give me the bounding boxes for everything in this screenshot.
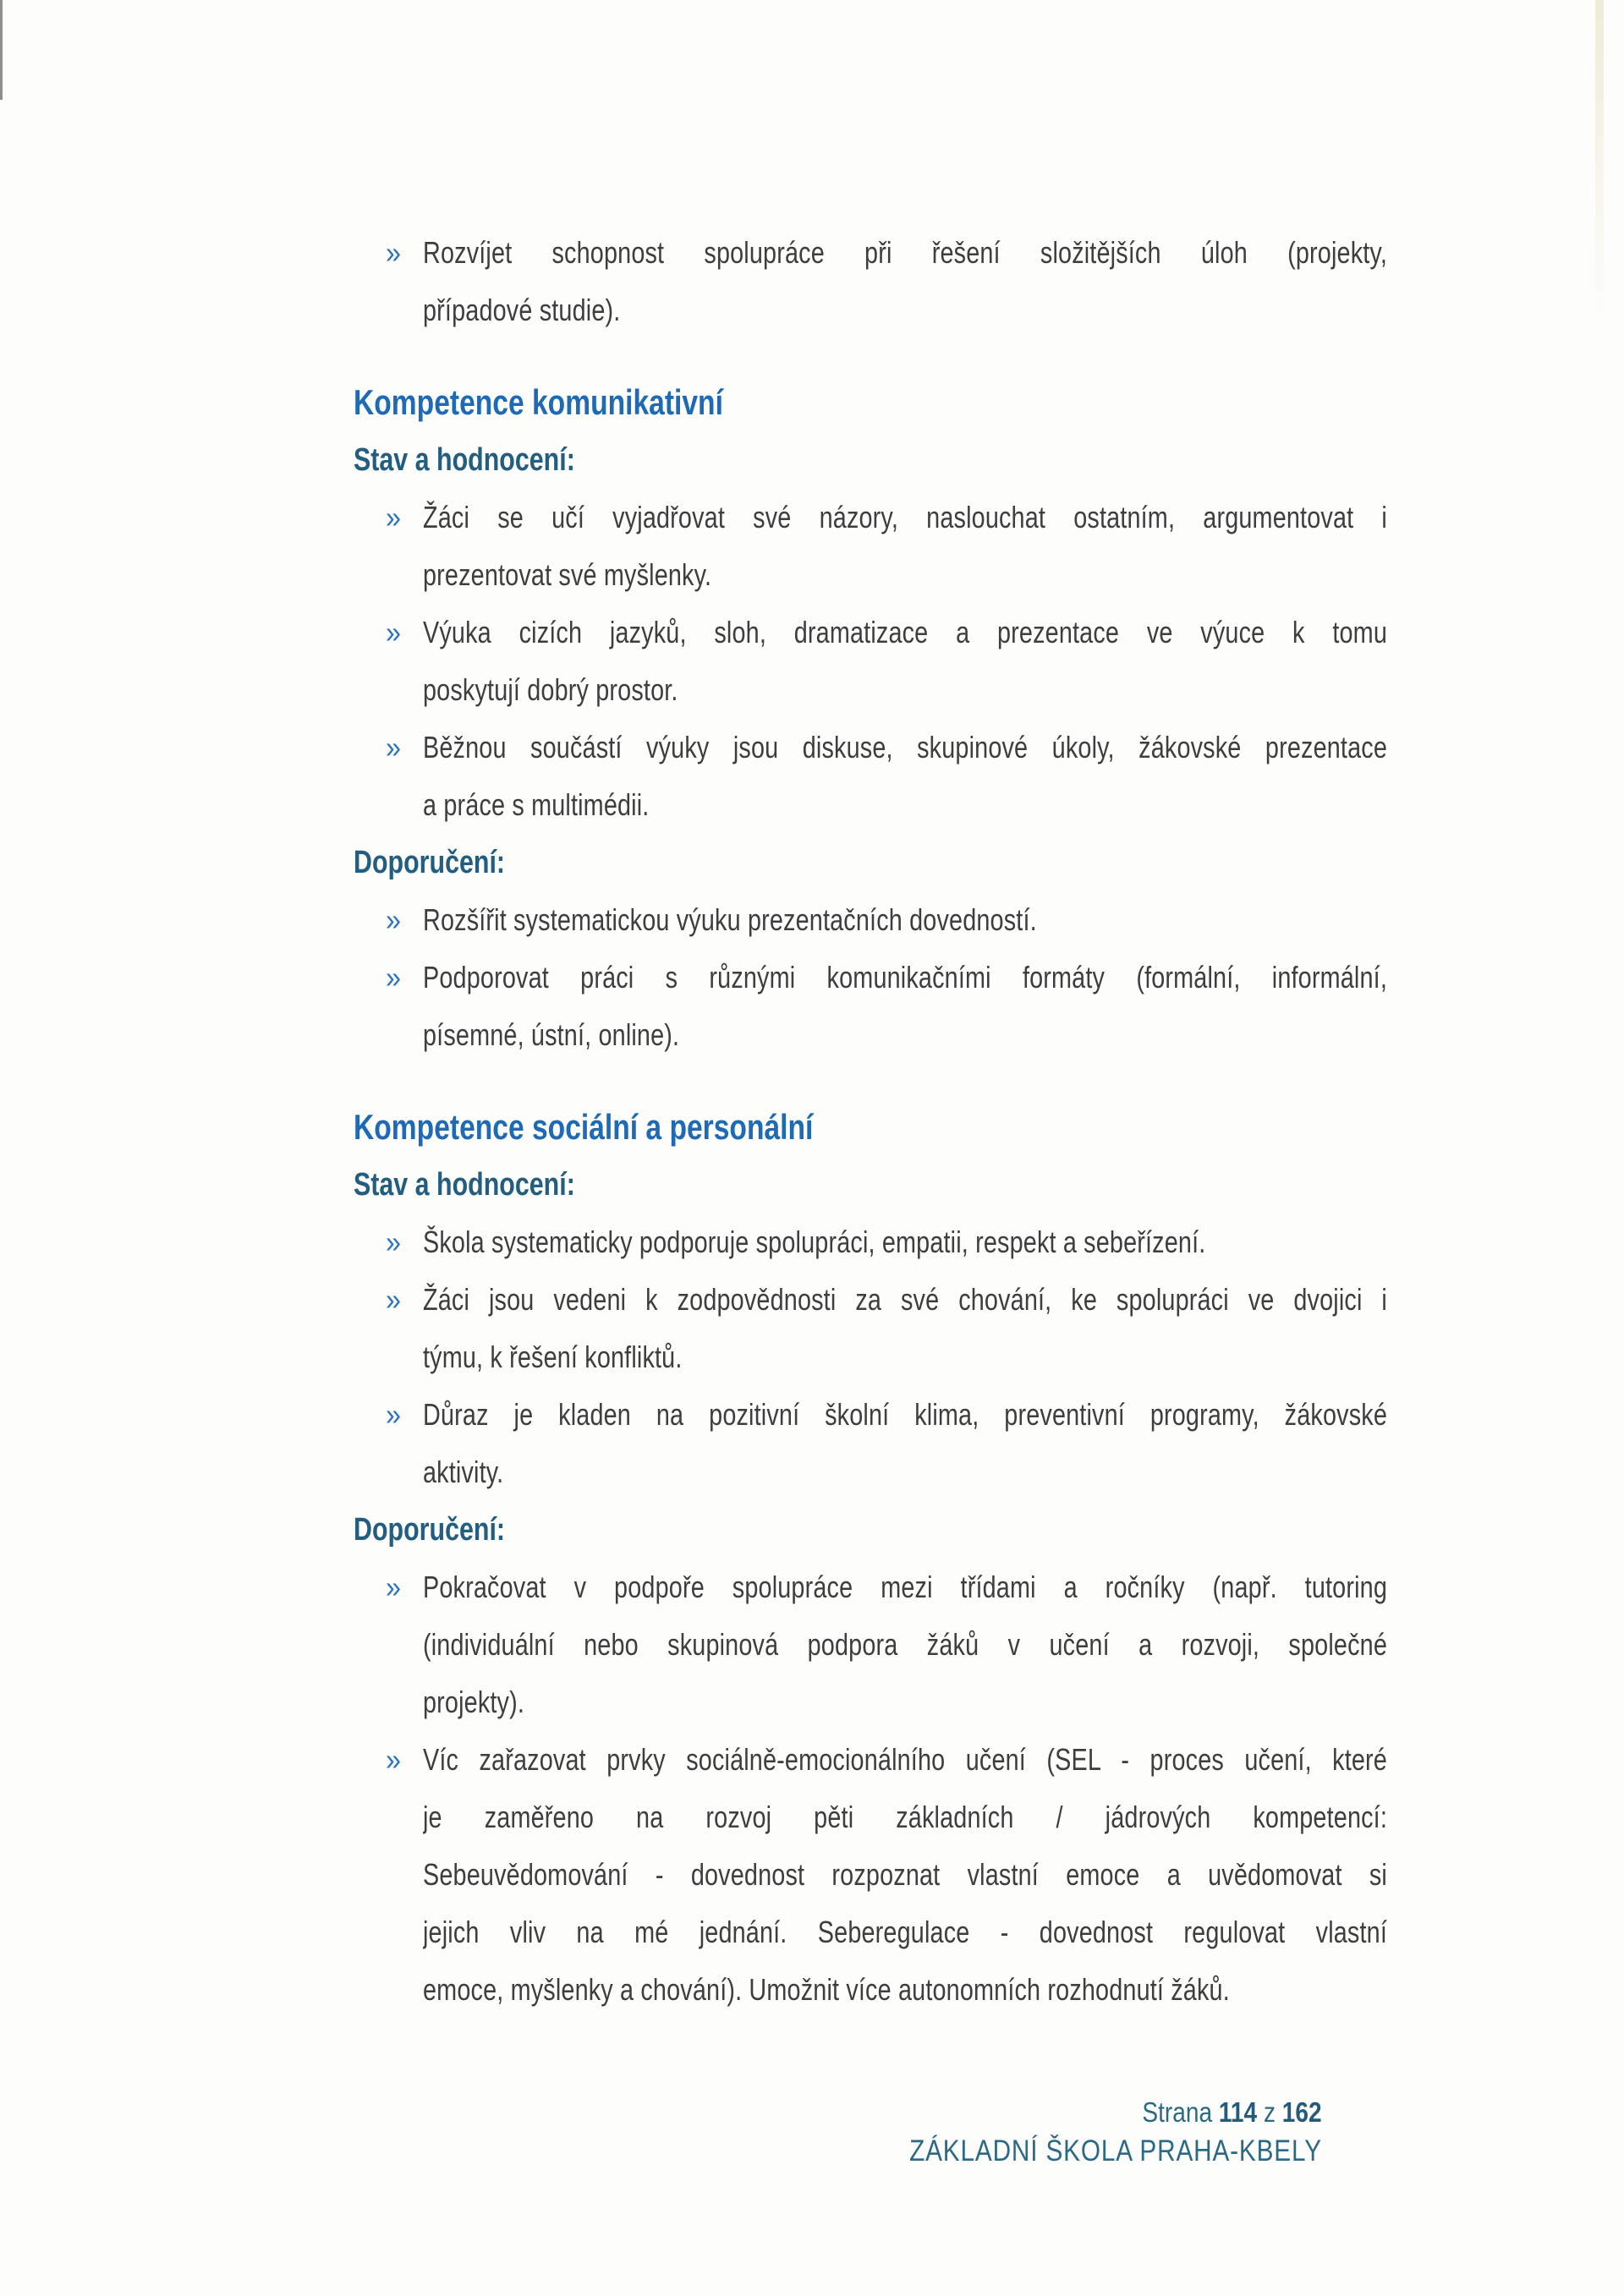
bullet-line: Žáci se učí vyjadřovat své názory, naslouchat ostatním, argumentovat i — [423, 500, 1387, 534]
bullet-line: aktivity. — [423, 1455, 504, 1489]
bullet-line: poskytují dobrý prostor. — [423, 672, 678, 707]
bullet-line: je zaměřeno na rozvoj pěti základních / jádrových kompetencí: — [423, 1800, 1387, 1834]
bullet-line: Běžnou součástí výuky jsou diskuse, skupinové úkoly, žákovské prezentace — [423, 730, 1387, 764]
document-content — [354, 224, 1588, 2019]
bullet-line: emoce, myšlenky a chování). Umožnit více autonomních rozhodnutí žáků. — [423, 1972, 1230, 2007]
bullet-line: Pokračovat v podpoře spolupráce mezi třídami a ročníky (např. tutoring — [423, 1570, 1387, 1604]
bullet-item — [354, 1559, 1588, 1731]
sub-heading: Stav a hodnocení: — [354, 1167, 575, 1203]
bullet-line: písemné, ústní, online). — [423, 1017, 680, 1052]
sub-heading: Doporučení: — [354, 1512, 506, 1548]
bullet-item — [354, 949, 1588, 1064]
school-name: ZÁKLADNÍ ŠKOLA PRAHA-KBELY — [909, 2134, 1322, 2167]
page-number: 114 — [1219, 2096, 1258, 2128]
bullet-line: případové studie). — [423, 293, 621, 327]
bullet-marker-icon: » — [386, 235, 402, 270]
bullet-item — [354, 1271, 1588, 1386]
section-heading: Kompetence komunikativní — [354, 382, 723, 422]
bullet-line: Sebeuvědomování - dovednost rozpoznat vlastní emoce a uvědomovat si — [423, 1857, 1387, 1892]
bullet-item — [354, 224, 1588, 339]
bullet-line: Rozšířit systematickou výuku prezentačních dovedností. — [423, 902, 1037, 937]
bullet-marker-icon: » — [386, 730, 402, 764]
bullet-item — [354, 1731, 1588, 2019]
bullet-marker-icon: » — [386, 1225, 402, 1259]
bullet-marker-icon: » — [386, 902, 402, 937]
page-number-line — [1143, 2096, 1322, 2129]
bullet-item — [354, 719, 1588, 834]
bullet-line: prezentovat své myšlenky. — [423, 557, 712, 592]
bullet-marker-icon: » — [386, 1742, 402, 1777]
bullet-line: týmu, k řešení konfliktů. — [423, 1340, 683, 1374]
bullet-line: Podporovat práci s různými komunikačními formáty (formální, informální, — [423, 960, 1387, 995]
bullet-line: Žáci jsou vedeni k zodpovědnosti za své chování, ke spolupráci ve dvojici i — [423, 1282, 1387, 1317]
sub-heading: Doporučení: — [354, 845, 506, 880]
bullet-marker-icon: » — [386, 615, 402, 649]
bullet-item — [354, 1214, 1588, 1271]
bullet-marker-icon: » — [386, 1282, 402, 1317]
bullet-marker-icon: » — [386, 960, 402, 995]
bullet-line: Výuka cizích jazyků, sloh, dramatizace a prezentace ve výuce k tomu — [423, 615, 1387, 649]
page-footer — [837, 2096, 1322, 2173]
bullet-line: jejich vliv na mé jednání. Seberegulace - dovednost regulovat vlastní — [423, 1915, 1387, 1949]
bullet-line: Rozvíjet schopnost spolupráce při řešení složitějších úloh (projekty, — [423, 235, 1387, 270]
bullet-item — [354, 604, 1588, 719]
bullet-line: a práce s multimédii. — [423, 787, 650, 822]
bullet-item — [354, 1386, 1588, 1501]
bullet-item — [354, 891, 1588, 949]
bullet-line: Škola systematicky podporuje spolupráci, empatii, respekt a sebeřízení. — [423, 1225, 1206, 1259]
bullet-line: (individuální nebo skupinová podpora žáků v učení a rozvoji, společné — [423, 1627, 1387, 1662]
bullet-line: projekty). — [423, 1685, 525, 1719]
page-total: 162 — [1282, 2096, 1322, 2128]
bullet-marker-icon: » — [386, 500, 402, 534]
bullet-line: Důraz je kladen na pozitivní školní klima, preventivní programy, žákovské — [423, 1397, 1387, 1432]
page-label: Strana — [1142, 2096, 1213, 2128]
page-of-separator: z — [1264, 2096, 1276, 2128]
bullet-marker-icon: » — [386, 1570, 402, 1604]
scan-edge-artifact-left — [0, 0, 3, 100]
sub-heading: Stav a hodnocení: — [354, 442, 575, 478]
scan-edge-artifact-right — [1595, 0, 1604, 321]
bullet-item — [354, 489, 1588, 604]
bullet-marker-icon: » — [386, 1397, 402, 1432]
bullet-line: Víc zařazovat prvky sociálně-emocionálního učení (SEL - proces učení, které — [423, 1742, 1387, 1777]
section-heading: Kompetence sociální a personální — [354, 1107, 814, 1147]
